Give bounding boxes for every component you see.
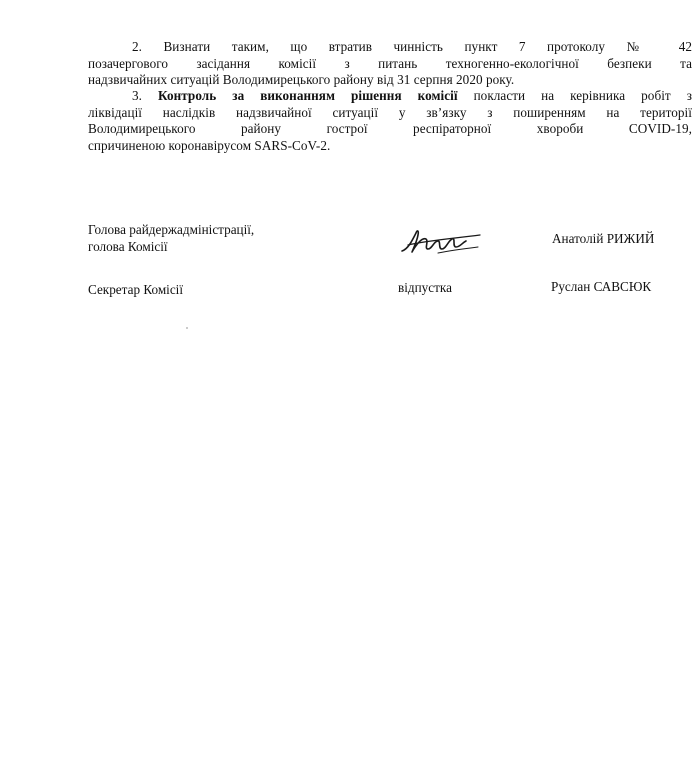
paragraph-line: позачергового засідання комісії з питань техногенно-екологічної безпеки та bbox=[88, 55, 692, 71]
scan-speck bbox=[186, 327, 188, 329]
secretary-status: відпустка bbox=[398, 280, 452, 295]
paragraph-item-2 bbox=[88, 39, 692, 89]
item-number: 3. bbox=[132, 88, 142, 103]
paragraph-item-3 bbox=[88, 88, 692, 154]
paragraph-line: 2. Визнати таким, що втратив чинність пункт 7 протоколу № 42 bbox=[132, 39, 692, 54]
head-title bbox=[88, 222, 254, 255]
paragraph-line: надзвичайних ситуацій Володимирецького району від 31 серпня 2020 року. bbox=[88, 72, 515, 87]
secretary-name: Руслан САВСЮК bbox=[551, 279, 652, 294]
handwritten-signature-icon bbox=[398, 227, 484, 257]
bold-phrase: Контроль за виконанням рішення комісії bbox=[158, 88, 458, 103]
head-name: Анатолій РИЖИЙ bbox=[552, 231, 655, 246]
paragraph-line: Володимирецького району гострої респіраторної хвороби COVID-19, bbox=[88, 121, 692, 136]
paragraph-line: ліквідації наслідків надзвичайної ситуації у зв’язку з поширенням на території bbox=[88, 104, 692, 120]
secretary-title: Секретар Комісії bbox=[88, 282, 184, 297]
line-rest: покласти на керівника робіт з bbox=[473, 88, 692, 103]
head-title-line: Голова райдержадміністрації, bbox=[88, 222, 255, 237]
paragraph-line bbox=[88, 88, 692, 105]
head-title-line: голова Комісії bbox=[88, 238, 168, 254]
paragraph-line: спричиненою коронавірусом SARS-CoV-2. bbox=[88, 137, 331, 153]
